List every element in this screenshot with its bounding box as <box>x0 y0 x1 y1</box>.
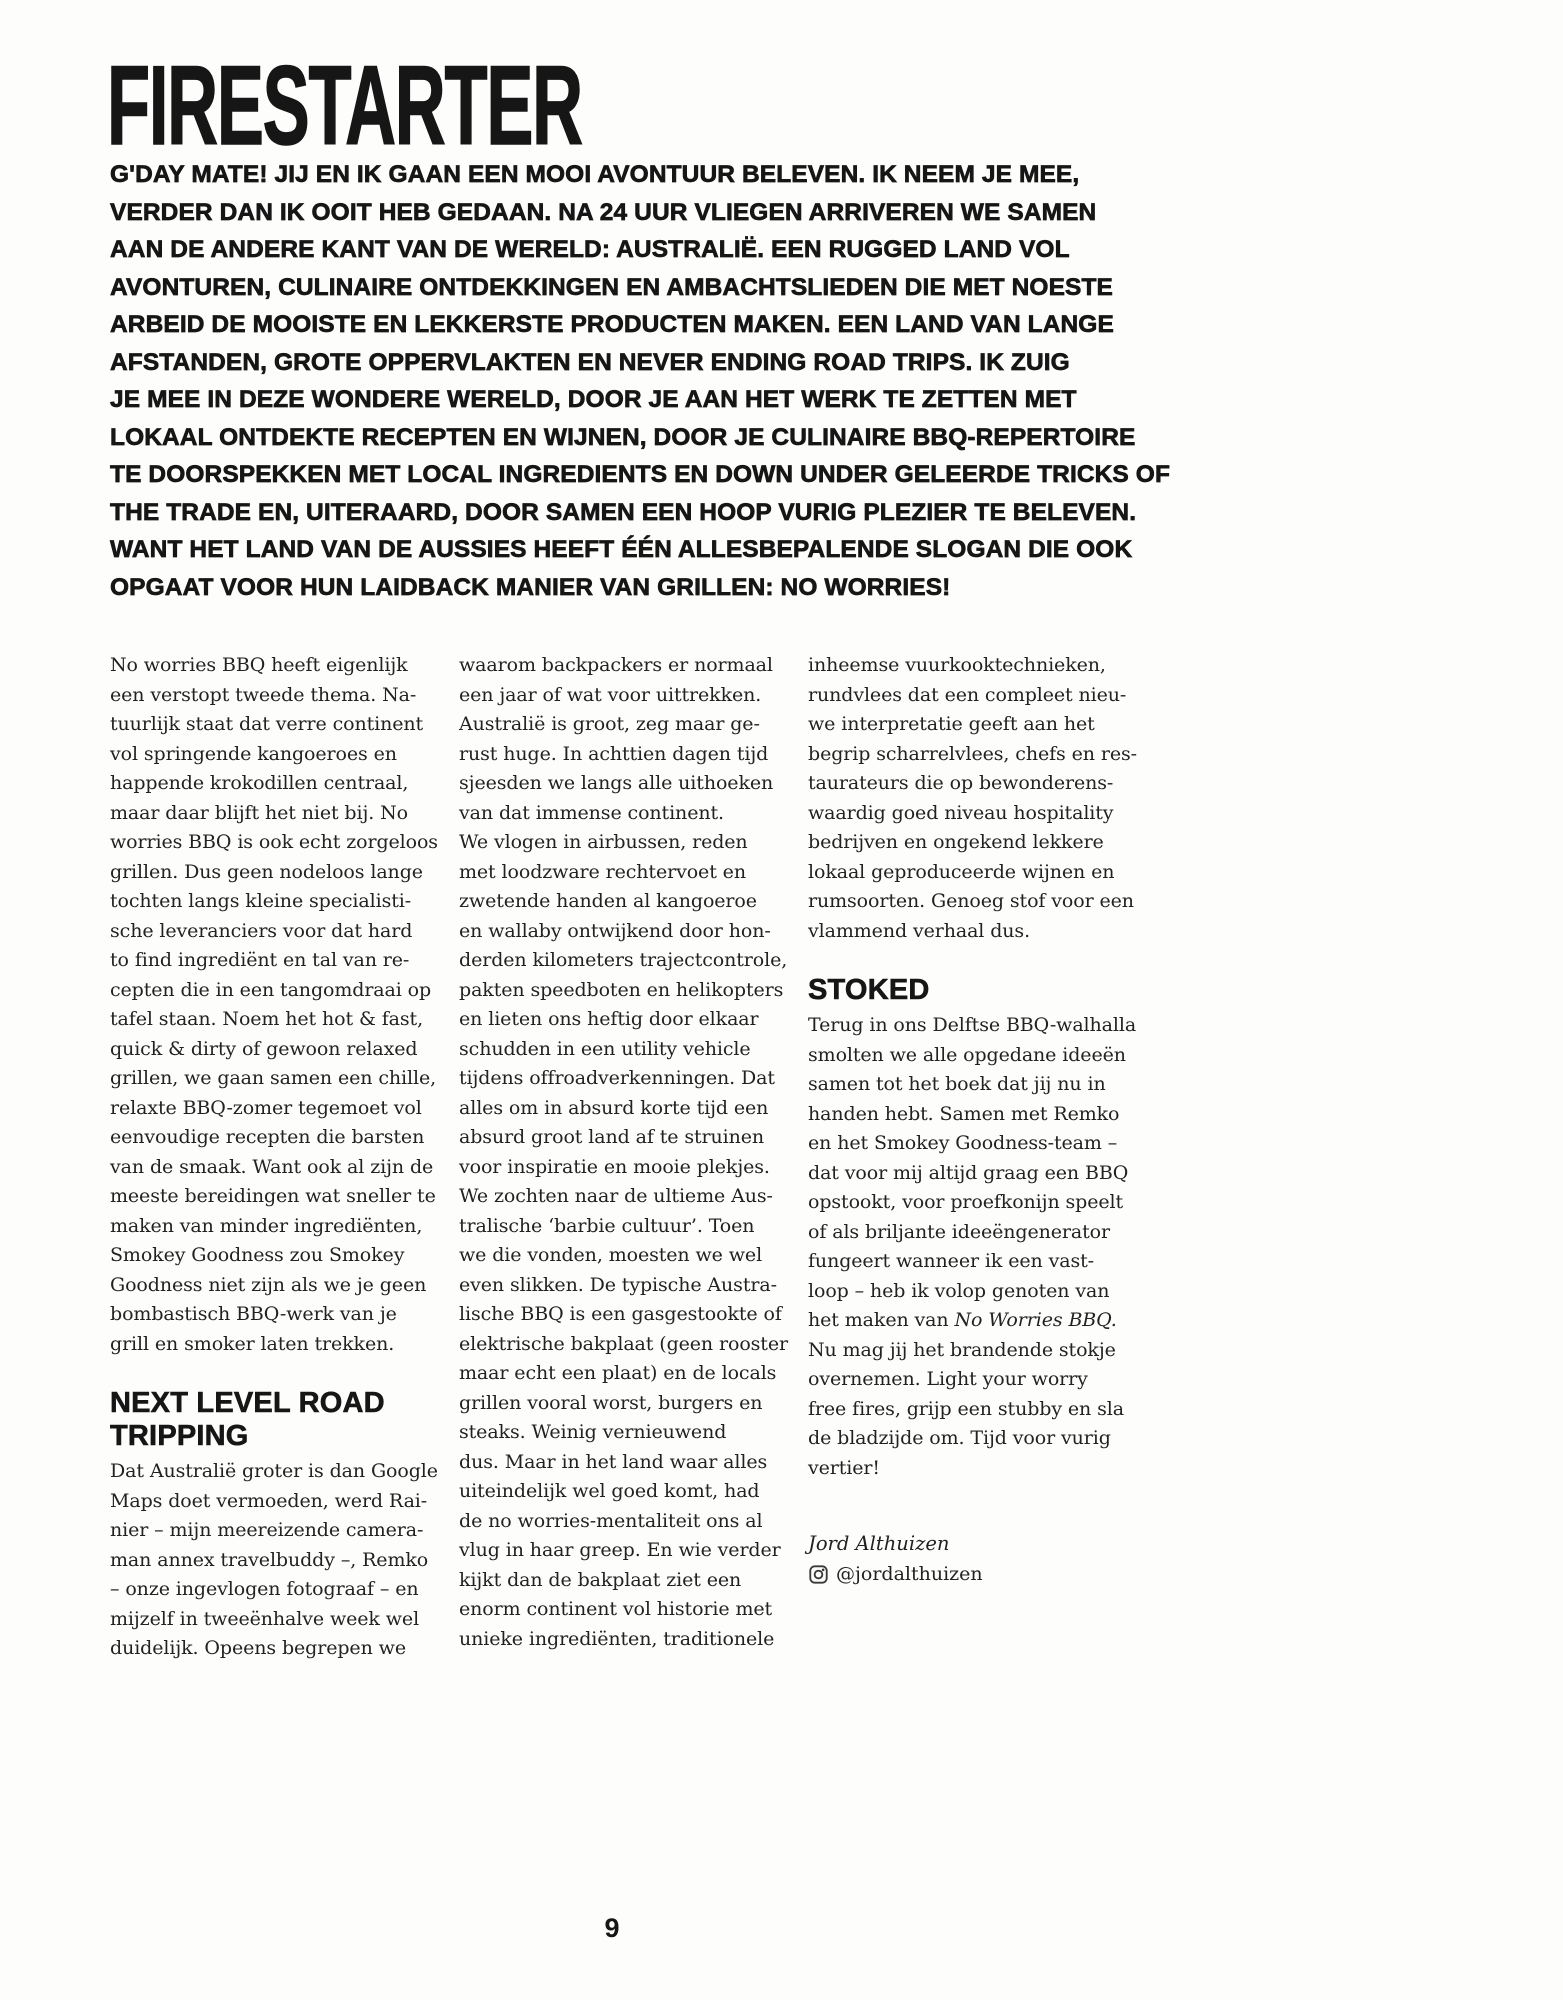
text-line: vertier! <box>808 1456 880 1479</box>
text-line: we interpretatie geeft aan het <box>808 713 1095 735</box>
text-line: tochten langs kleine specialisti- <box>110 890 412 912</box>
text-line: sche leveranciers voor dat hard <box>110 919 413 942</box>
text-line: grillen. Dus geen nodeloos lange <box>110 860 423 883</box>
text-line: Maps doet vermoeden, werd Rai- <box>110 1489 428 1512</box>
text-line: of als briljante ideeëngenerator <box>808 1220 1110 1243</box>
text-line: steaks. Weinig vernieuwend <box>459 1421 727 1443</box>
text-line: vlammend verhaal dus. <box>808 919 1031 942</box>
text-line: LOKAAL ONTDEKTE RECEPTEN EN WIJNEN, DOOR JE CULINAIRE BBQ-REPERTOIRE <box>110 423 1136 451</box>
text-line: handen hebt. Samen met Remko <box>808 1102 1120 1125</box>
text-line: we die vonden, moesten we wel <box>459 1244 763 1266</box>
text-line: VERDER DAN IK OOIT HEB GEDAAN. NA 24 UUR VLIEGEN ARRIVEREN WE SAMEN <box>110 198 1097 226</box>
text-line: van de smaak. Want ook al zijn de <box>110 1155 434 1178</box>
text-line: cepten die in een tangomdraai op <box>110 978 432 1001</box>
text-line: quick & dirty of gewoon relaxed <box>110 1037 418 1060</box>
text-line: eenvoudige recepten die barsten <box>110 1126 425 1148</box>
page-title: FIRESTARTER <box>107 43 582 168</box>
text-line: fungeert wanneer ik een vast- <box>808 1250 1094 1272</box>
text-line: Goodness niet zijn als we je geen <box>110 1273 427 1296</box>
text-line: happende krokodillen centraal, <box>110 772 409 794</box>
text-line: NEXT LEVEL ROAD <box>110 1387 385 1419</box>
text-line: enorm continent vol historie met <box>459 1598 773 1620</box>
text-line: WANT HET LAND VAN DE AUSSIES HEEFT ÉÉN ALLESBEPALENDE SLOGAN DIE OOK <box>110 536 1133 563</box>
text-line: tijdens offroadverkenningen. Dat <box>459 1067 775 1089</box>
text-line: worries BBQ is ook echt zorgeloos <box>110 831 438 853</box>
text-line: free fires, grijp een stubby en sla <box>808 1397 1124 1420</box>
text-line: vlug in haar greep. En wie verder <box>459 1539 781 1561</box>
section-heading <box>808 974 1130 1007</box>
text-line: waarom backpackers er normaal <box>459 654 773 676</box>
text-line: van dat immense continent. <box>459 801 724 824</box>
text-line: G'DAY MATE! JIJ EN IK GAAN EEN MOOI AVONTUUR BELEVEN. IK NEEM JE MEE, <box>110 161 1080 188</box>
text-line: taurateurs die op bewonderens- <box>808 772 1114 794</box>
text-line: begrip scharrelvlees, chefs en res- <box>808 742 1137 765</box>
author-name: Jord Althuizen <box>808 1532 950 1555</box>
text-line: tuurlijk staat dat verre continent <box>110 713 424 735</box>
body-paragraph <box>459 651 788 1654</box>
text-line: Dat Australië groter is dan Google <box>110 1460 438 1482</box>
text-line: duidelijk. Opeens begrepen we <box>110 1637 406 1659</box>
instagram-icon <box>808 1564 829 1585</box>
text-line: THE TRADE EN, UITERAARD, DOOR SAMEN EEN HOOP VURIG PLEZIER TE BELEVEN. <box>110 498 1137 526</box>
body-paragraph <box>110 651 438 1359</box>
text-line: inheemse vuurkooktechnieken, <box>808 654 1106 676</box>
article-columns <box>110 651 1137 1664</box>
section-heading <box>110 1387 432 1453</box>
text-line: zwetende handen al kangoeroe <box>459 890 757 912</box>
text-line: vol springende kangoeroes en <box>110 742 397 765</box>
text-line: een verstopt tweede thema. Na- <box>110 683 417 706</box>
text-line: schudden in een utility vehicle <box>459 1037 751 1060</box>
instagram-handle: @jordalthuizen <box>836 1563 983 1585</box>
text-line: tralische ‘barbie cultuur’. Toen <box>459 1214 755 1237</box>
text-line: OPGAAT VOOR HUN LAIDBACK MANIER VAN GRILLEN: NO WORRIES! <box>110 573 951 601</box>
text-line: absurd groot land af te struinen <box>459 1126 765 1148</box>
instagram-line <box>808 1560 1130 1589</box>
text-line: maar echt een plaat) en de locals <box>459 1362 777 1384</box>
intro-paragraph <box>110 156 1171 606</box>
text-line: elektrische bakplaat (geen rooster <box>459 1332 788 1355</box>
text-line: grillen vooral worst, burgers en <box>459 1391 763 1414</box>
text-line: to find ingrediënt en tal van re- <box>110 949 410 971</box>
text-line: JE MEE IN DEZE WONDERE WERELD, DOOR JE AAN HET WERK TE ZETTEN MET <box>110 386 1077 413</box>
body-paragraph <box>110 1457 438 1664</box>
text-line: – onze ingevlogen fotograaf – en <box>110 1578 419 1600</box>
text-line: voor inspiratie en mooie plekjes. <box>459 1155 770 1178</box>
text-line: rust huge. In achttien dagen tijd <box>459 742 769 765</box>
text-line: en het Smokey Goodness-team – <box>808 1132 1118 1154</box>
text-line: en wallaby ontwijkend door hon- <box>459 919 771 942</box>
text-line: tafel staan. Noem het hot & fast, <box>110 1008 424 1030</box>
column-3 <box>808 651 1137 1664</box>
text-line: kijkt dan de bakplaat ziet een <box>459 1568 742 1591</box>
column-2 <box>459 651 788 1664</box>
text-line: rumsoorten. Genoeg stof voor een <box>808 890 1134 912</box>
text-line: met loodzware rechtervoet en <box>459 860 746 883</box>
text-line: de no worries-mentaliteit ons al <box>459 1509 763 1532</box>
text-line: Smokey Goodness zou Smokey <box>110 1244 405 1266</box>
text-line: Australië is groot, zeg maar ge- <box>459 713 760 735</box>
page-number: 9 <box>604 1913 620 1943</box>
text-line: dus. Maar in het land waar alles <box>459 1450 768 1473</box>
text-line: unieke ingrediënten, traditionele <box>459 1627 775 1650</box>
text-line: bombastisch BBQ-werk van je <box>110 1303 397 1325</box>
text-line: man annex travelbuddy –, Remko <box>110 1548 429 1571</box>
text-line: uiteindelijk wel goed komt, had <box>459 1480 760 1502</box>
text-line: grill en smoker laten trekken. <box>110 1332 395 1355</box>
text-line: een jaar of wat voor uittrekken. <box>459 683 762 706</box>
text-line: We vlogen in airbussen, reden <box>459 831 748 853</box>
text-line: en lieten ons heftig door elkaar <box>459 1008 759 1030</box>
text-line: TRIPPING <box>110 1420 249 1452</box>
text-line: No worries BBQ heeft eigenlijk <box>110 654 408 676</box>
text-line: meeste bereidingen wat sneller te <box>110 1185 436 1207</box>
text-line: maken van minder ingrediënten, <box>110 1214 423 1237</box>
text-line: even slikken. De typische Austra- <box>459 1273 777 1296</box>
text-line: grillen, we gaan samen een chille, <box>110 1067 437 1089</box>
text-line: AAN DE ANDERE KANT VAN DE WERELD: AUSTRALIË. EEN RUGGED LAND VOL <box>110 236 1070 263</box>
text-line: smolten we alle opgedane ideeën <box>808 1043 1126 1066</box>
page-footer <box>101 1913 1123 1944</box>
text-line: lische BBQ is een gasgestookte of <box>459 1303 782 1325</box>
text-line: sjeesden we langs alle uithoeken <box>459 772 774 794</box>
text-line: alles om in absurd korte tijd een <box>459 1096 769 1119</box>
text-line: de bladzijde om. Tijd voor vurig <box>808 1427 1111 1449</box>
text-line: ARBEID DE MOOISTE EN LEKKERSTE PRODUCTEN MAKEN. EEN LAND VAN LANGE <box>110 311 1114 338</box>
text-line: rundvlees dat een compleet nieu- <box>808 683 1127 706</box>
text-line: waardig goed niveau hospitality <box>808 801 1114 824</box>
text-line: AVONTUREN, CULINAIRE ONTDEKKINGEN EN AMBACHTSLIEDEN DIE MET NOESTE <box>110 273 1113 301</box>
text-line: overnemen. Light your worry <box>808 1368 1088 1390</box>
text-line: dat voor mij altijd graag een BBQ <box>808 1161 1129 1184</box>
text-line: opstookt, voor proefkonijn speelt <box>808 1191 1124 1213</box>
column-3-blocks <box>808 651 1137 1483</box>
text-line: maar daar blijft het niet bij. No <box>110 801 409 824</box>
text-line: Terug in ons Delftse BBQ-walhalla <box>808 1014 1137 1036</box>
text-line: lokaal geproduceerde wijnen en <box>808 860 1115 883</box>
text-line: TE DOORSPEKKEN MET LOCAL INGREDIENTS EN DOWN UNDER GELEERDE TRICKS OF <box>110 461 1171 488</box>
body-paragraph <box>808 651 1137 946</box>
text-line: We zochten naar de ultieme Aus- <box>459 1185 773 1207</box>
text-line: het maken van No Worries BBQ. <box>808 1309 1117 1331</box>
text-line: mijzelf in tweeënhalve week wel <box>110 1607 420 1630</box>
text-line: nier – mijn meereizende camera- <box>110 1519 424 1541</box>
text-line: pakten speedboten en helikopters <box>459 978 784 1001</box>
text-line: samen tot het boek dat jij nu in <box>808 1073 1106 1095</box>
text-line: bedrijven en ongekend lekkere <box>808 831 1104 853</box>
column-1 <box>110 651 438 1664</box>
text-line: Nu mag jij het brandende stokje <box>808 1338 1116 1361</box>
text-line: relaxte BBQ-zomer tegemoet vol <box>110 1096 422 1119</box>
text-line: loop – heb ik volop genoten van <box>808 1279 1110 1302</box>
text-line: derden kilometers trajectcontrole, <box>459 949 788 971</box>
body-paragraph <box>808 1011 1137 1483</box>
text-line: AFSTANDEN, GROTE OPPERVLAKTEN EN NEVER ENDING ROAD TRIPS. IK ZUIG <box>110 348 1070 376</box>
text-line: STOKED <box>808 974 930 1006</box>
author-signature <box>808 1529 1130 1589</box>
